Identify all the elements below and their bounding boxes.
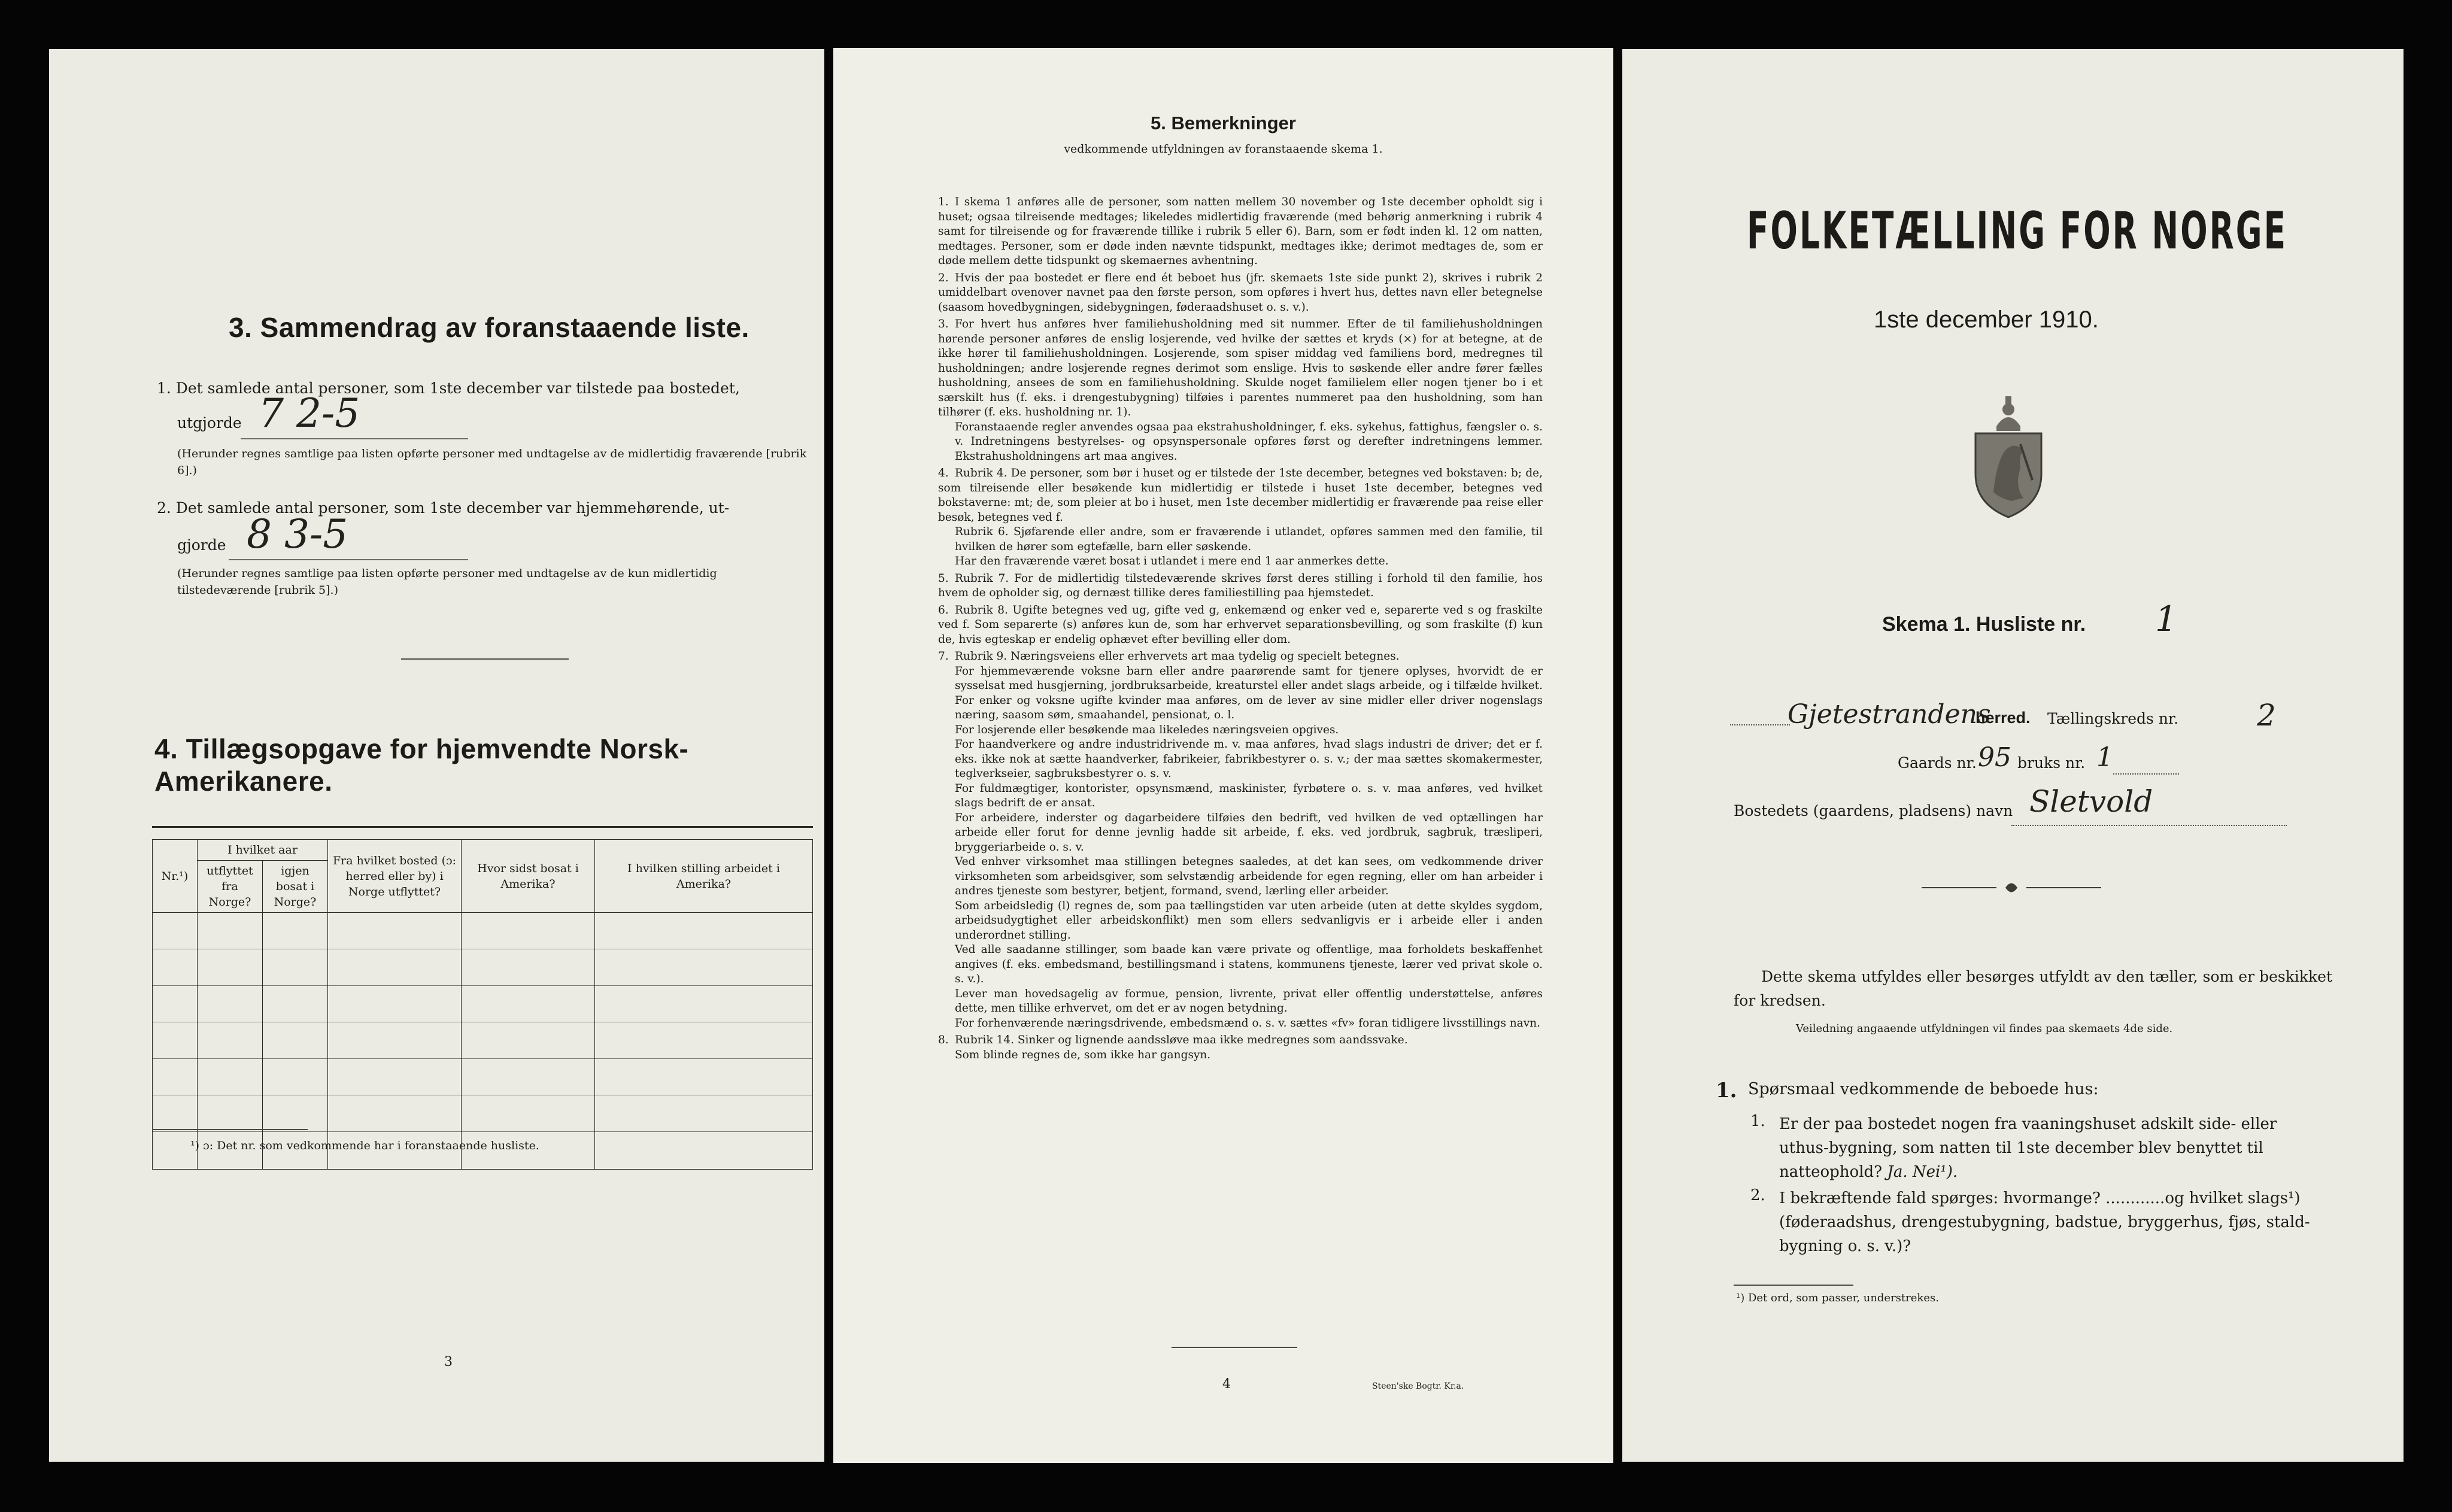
remark-number: 2. (938, 271, 949, 284)
item1-prefix: utgjorde (177, 414, 242, 432)
footnote-rule (1734, 1285, 1853, 1286)
remark-item (938, 664, 1543, 723)
printer-mark: Steen'ske Bogtr. Kr.a. (1372, 1382, 1464, 1391)
remark-item (938, 554, 1543, 569)
col-utflyttet-header: utflyttet fra Norge? (198, 861, 263, 913)
remark-item (938, 649, 1543, 664)
remark-item (938, 195, 1543, 269)
intro-note: Veiledning angaaende utfyldningen vil findes paa skemaets 4de side. (1796, 1022, 2173, 1035)
herred-label: herred. (1975, 709, 2031, 727)
remarks-title: 5. Bemerkninger (1151, 113, 1296, 133)
remarks-subtitle: vedkommende utfyldningen av foranstaaende skema 1. (1064, 142, 1383, 156)
table-row (153, 949, 813, 986)
remark-text: Rubrik 4. De personer, som bør i huset og er tilstede der 1ste december, betegnes ved bokstaven: b; de, som tilreisende eller besøkende kun midlertidig er tilstede i huset 1ste december, betegnes ved bokstaverne: mt; de, som pleier at bo i huset, men 1ste december midlertidig er fraværende paa reise eller besøk, betegnes ved f. (938, 467, 1543, 524)
remark-text: Rubrik 9. Næringsveiens eller erhvervets art maa tydelig og specielt betegnes. (955, 650, 1400, 663)
coat-of-arms-icon (1964, 384, 2053, 522)
col-amerika-header: Hvor sidst bosat i Amerika? (462, 840, 595, 913)
middle-page (833, 48, 1613, 1463)
item1-handwritten-value: 7 2-5 (259, 390, 360, 436)
q1-text (1779, 1112, 2318, 1184)
gaards-label: Gaards nr. (1898, 754, 1977, 772)
item1-underline (241, 438, 468, 439)
page-number: 4 (1222, 1377, 1231, 1392)
questions-number: 1. (1716, 1079, 1737, 1103)
intro-text: Dette skema utfyldes eller besørges utfyldt av den tæller, som er beskikket for kredsen. (1734, 968, 2332, 1009)
q1-answer: Ja. Nei¹). (1887, 1163, 1958, 1181)
q1-number: 1. (1750, 1112, 1765, 1130)
herred-value: Gjetestrandens (1788, 699, 1991, 730)
item1-note: (Herunder regnes samtlige paa listen opførte personer med undtagelse av de midlertidig fraværende [rubrik 6].) (177, 447, 807, 477)
remark-text: Rubrik 7. For de midlertidig tilstedeværende skrives først deres stilling i forhold til den familie, hos hvem de opholder sig, og dernæst tillike deres familiestilling paa hjemstedet. (938, 572, 1543, 599)
remark-item (938, 1016, 1543, 1031)
remark-number: 3. (938, 318, 949, 330)
remark-item (938, 466, 1543, 525)
remark-item (938, 1048, 1543, 1063)
bruks-nr-value: 1 (2096, 742, 2113, 773)
section4-title: 4. Tillægsopgave for hjemvendte Norsk-Amerikanere. (154, 733, 689, 797)
main-title: FOLKETÆLLING FOR NORGE (1747, 201, 2288, 261)
remark-item (938, 525, 1543, 554)
page-number: 3 (444, 1355, 453, 1370)
remark-item (938, 987, 1543, 1016)
remark-text: For arbeidere, inderster og dagarbeidere tilføies den bedrift, ved hvilken de ved optællingen har arbeide eller forut for denne jevnlig hadde sit arbeide, f. eks. ved jordbruk, sagbruk, træsliperi, bryggeriarbeide o. s. v. (955, 811, 1543, 854)
remark-item (938, 271, 1543, 315)
footnote: ¹) Det ord, som passer, understrekes. (1736, 1292, 1939, 1304)
bosted-label: Bostedets (gaardens, pladsens) navn (1734, 802, 2013, 819)
remark-item (938, 420, 1543, 464)
remark-item (938, 603, 1543, 648)
remark-text: Ved enhver virksomhet maa stillingen betegnes saaledes, at det kan sees, om vedkommende driver virksomheten som arbeidsgiver, som selvstændig arbeidende for egen regning, eller om han arbeider i andres tjeneste som bestyrer, betjent, formand, svend, lærling eller arbeider. (955, 855, 1543, 897)
remark-text: For haandverkere og andre industridrivende m. v. maa anføres, hvad slags industri de driver; det er f. eks. ikke nok at sætte haandverker, fabrikeier, fabrikbestyrer o. s. v.; der maa sættes skomakermester, teglverkseier, sagbruksbestyrer o. s. v. (955, 738, 1543, 780)
kreds-nr-value: 2 (2257, 698, 2276, 733)
col-group-header: I hvilket aar (198, 840, 328, 861)
table-row (153, 1022, 813, 1059)
table-row (153, 1059, 813, 1095)
table-row (153, 1095, 813, 1132)
item2-text: 2. Det samlede antal personer, som 1ste december var hjemmehørende, ut- (157, 499, 730, 517)
item2-note: (Herunder regnes samtlige paa listen opførte personer med undtagelse av de kun midlertidig tilstedeværende [rubrik 5].) (177, 567, 717, 597)
remark-item (938, 317, 1543, 420)
skema-label: Skema 1. Husliste nr. (1882, 613, 2086, 636)
item1-text: 1. Det samlede antal personer, som 1ste december var tilstede paa bostedet, (157, 379, 740, 397)
bottom-rule (1172, 1347, 1297, 1348)
divider (401, 658, 569, 660)
remark-item (938, 572, 1543, 601)
remark-item (938, 782, 1543, 811)
table-top-rule (152, 826, 813, 828)
remark-number: 4. (938, 467, 949, 479)
remark-text: For fuldmægtiger, kontorister, opsynsmænd, maskinister, fyrbøtere o. s. v. maa anføres, ved hvilket slags bedrift de er ansat. (955, 782, 1543, 809)
remark-item (938, 943, 1543, 987)
kreds-label: Tællingskreds nr. (2047, 710, 2179, 727)
left-page (49, 49, 824, 1462)
remark-text: For hvert hus anføres hver familiehusholdning med sit nummer. Efter de til familiehusholdningen hørende personer anføres de enslig losjerende, ved hvilke der sættes et kryds (×) for at betegne, at de ikke hører til familiehusholdningen. Losjerende, som spiser middag ved familiens bord, medregnes til husholdningen; andre losjerende regnes derimot som enslige. Hvis to søskende eller andre fører fælles husholdning, ansees de som en familiehusholdning. Skulde noget familielem eller nogen tjener bo i et særskilt hus (f. eks. i drengestubygning) tilføies i parentes nummeret paa den husholdning, som han tilhører (f. eks. husholdning nr. 1). (938, 318, 1543, 418)
remarks-list (938, 195, 1543, 1062)
norsk-amerikanere-table (152, 839, 813, 1170)
remark-text: I skema 1 anføres alle de personer, som natten mellem 30 november og 1ste december opholdt sig i huset; ogsaa tilreisende medtages; likeledes midlertidig fraværende (med behørig anmerkning i rubrik 4 samt for tilreisende og for fraværende tillike i rubrik 5 eller 6). Barn, som er født inden kl. 12 om natten, medtages. Personer, som er døde inden nævnte tidspunkt, medtages ikke; derimot medtages de, som er døde mellem dette tidspunkt og skemaernes avhentning. (938, 196, 1543, 267)
remark-item (938, 1033, 1543, 1048)
remark-number: 8. (938, 1034, 949, 1046)
husliste-nr-value: 1 (2155, 599, 2177, 639)
footnote: ¹) ɔ: Det nr. som vedkommende har i foranstaaende husliste. (190, 1139, 539, 1152)
bosted-value: Sletvold (2029, 784, 2153, 819)
remark-text: Ved alle saadanne stillinger, som baade kan være private og offentlige, maa forholdets beskaffenhet angives (f. eks. embedsmand, bestillingsmand i statens, kommunens tjeneste, lærer ved privat skole o. s. v.). (955, 943, 1543, 985)
section3-title: 3. Sammendrag av foranstaaende liste. (229, 312, 749, 343)
remark-text: Hvis der paa bostedet er flere end ét beboet hus (jfr. skemaets 1ste side punkt 2), skrives i rubrik 2 umiddelbart ovenover navnet paa den første person, som opføres i hvert hus, dettes navn eller betegnelse (saasom hovedbygningen, sidebygningen, føderaadshuset o. s. v.). (938, 271, 1543, 314)
remark-text: Rubrik 8. Ugifte betegnes ved ug, gifte ved g, enkemænd og enker ved e, separerte ved s og fraskilte ved f. Som separerte (s) anføres kun de, som har erhvervet separationsbevilling, og som fraskilte (f) kun de, hvis egteskap er endelig ophævet efter bevilling eller dom. (938, 603, 1543, 646)
bruks-dots (2113, 773, 2179, 775)
item2-prefix: gjorde (177, 536, 226, 554)
bruks-label: bruks nr. (2017, 754, 2086, 772)
remark-text: For forhenværende næringsdrivende, embedsmænd o. s. v. sættes «fv» foran tidligere livsstillings navn. (955, 1016, 1541, 1030)
remark-text: Rubrik 6. Sjøfarende eller andre, som er fraværende i utlandet, opføres sammen med den familie, til hvilken de hører som egtefælle, barn eller søskende. (955, 526, 1543, 553)
remark-number: 5. (938, 572, 949, 585)
remark-number: 6. (938, 603, 949, 617)
q1-question: Er der paa bostedet nogen fra vaaningshuset adskilt side- eller uthus-bygning, som natten til 1ste december blev benyttet til natteophold? (1779, 1115, 2277, 1181)
remark-text: For hjemmeværende voksne barn eller andre paarørende samt for tjenere oplyses, hvorvidt de er sysselsat med husgjerning, jordbruksarbeide, kreaturstel eller andet slags arbeide, og i tilfælde hvilket. For enker og voksne ugifte kvinder maa anføres, om de lever av sine midler eller driver nogenslags næring, saasom søm, smaahandel, pensionat, o. l. (955, 664, 1543, 721)
right-page (1622, 49, 2404, 1462)
item2-handwritten-value: 8 3-5 (247, 511, 348, 557)
remark-text: For losjerende eller besøkende maa likeledes næringsveien opgives. (955, 723, 1339, 736)
questions-header: Spørsmaal vedkommende de beboede hus: (1748, 1080, 2099, 1098)
remark-text: Lever man hovedsagelig av formue, pension, livrente, privat eller offentlig understøttelse, anføres dette, men tillike erhvervet, om det er av nogen betydning. (955, 987, 1543, 1015)
remark-number: 1. (938, 196, 949, 208)
col-bosted-header: Fra hvilket bosted (ɔ: herred eller by) i Norge utflyttet? (328, 840, 462, 913)
herred-dots (1730, 724, 1790, 725)
remark-text: Som arbeidsledig (l) regnes de, som paa tællingstiden var uten arbeide (uten at dette skyldes sygdom, arbeidsudygtighet eller arbeidskonflikt) men som ellers sedvanligvis er i arbeide eller i anden underordnet stilling. (955, 899, 1543, 942)
table-row (153, 913, 813, 949)
footnote-rule (152, 1129, 308, 1130)
remark-item (938, 855, 1543, 899)
item2-underline (229, 559, 468, 560)
col-bosat-header: igjen bosat i Norge? (263, 861, 328, 913)
q2-text: I bekræftende fald spørges: hvormange? ............og hvilket slags¹) (føderaadshus, drengestubygning, badstue, bryggerhus, fjøs, stald-bygning o. s. v.)? (1779, 1189, 2310, 1255)
col-stilling-header: I hvilken stilling arbeidet i Amerika? (595, 840, 813, 913)
census-date: 1ste december 1910. (1874, 306, 2099, 333)
remark-item (938, 723, 1543, 738)
col-nr-header: Nr.¹) (153, 840, 198, 913)
remark-number: 7. (938, 650, 949, 663)
ornament-icon (1922, 879, 2101, 897)
remark-text: Foranstaaende regler anvendes ogsaa paa ekstrahusholdninger, f. eks. sykehus, fattighus, fængsler o. s. v. Indretningens bestyrelses- og opsynspersonale opføres først og derefter indretningens lemmer. Ekstrahusholdningens art maa angives. (955, 420, 1543, 463)
bosted-dots (2011, 825, 2287, 826)
table-row (153, 986, 813, 1022)
remark-item (938, 811, 1543, 855)
remark-text: Rubrik 14. Sinker og lignende aandssløve maa ikke medregnes som aandssvake. (955, 1034, 1408, 1046)
remark-item (938, 899, 1543, 943)
remark-item (938, 737, 1543, 782)
q2-number: 2. (1750, 1186, 1765, 1204)
gaards-nr-value: 95 (1978, 742, 2011, 773)
remark-text: Har den fraværende været bosat i utlandet i mere end 1 aar anmerkes dette. (955, 555, 1389, 567)
remark-text: Som blinde regnes de, som ikke har gangsyn. (955, 1048, 1211, 1061)
